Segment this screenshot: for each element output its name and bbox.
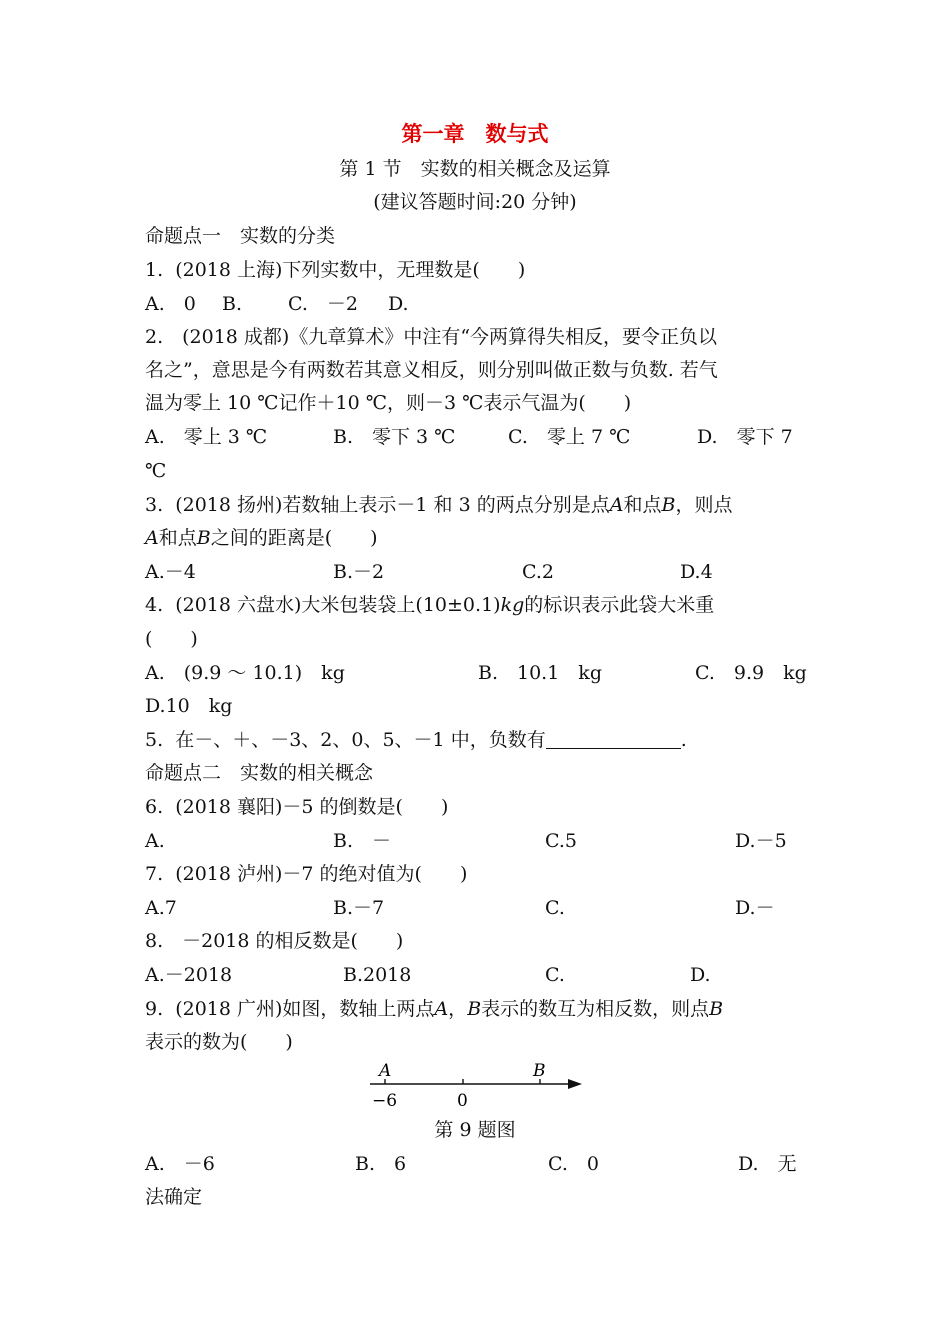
q2-stem-line1: 2. (2018 成都)《九章算术》中注有“今两算得失相反，要令正负以 — [145, 326, 718, 348]
number-line-arrow-icon — [568, 1079, 582, 1089]
q3-text-d: 和点 — [158, 527, 197, 549]
q4-option-c: C. 9.9 kg — [695, 662, 807, 684]
q3-text-a: 3. (2018 扬州)若数轴上表示－1 和 3 的两点分别是点 — [145, 494, 610, 516]
q2-stem-line3: 温为零上 10 ℃记作＋10 ℃，则－3 ℃表示气温为( ) — [145, 392, 632, 414]
suggested-time: (建议答题时间:20 分钟) — [373, 191, 577, 213]
q6-option-b: B. － — [333, 830, 392, 852]
q4-text-b: 的标识表示此袋大米重 — [524, 594, 715, 616]
q7-option-c: C. — [545, 897, 565, 919]
q3-point-b: B — [661, 494, 676, 516]
q1-option-d: D. — [388, 293, 409, 315]
q8-option-a: A.－2018 — [145, 964, 233, 986]
q4-stem-line1 — [145, 593, 714, 617]
q9-number-line-figure — [360, 1058, 590, 1114]
q2-option-d-wrap: ℃ — [145, 460, 167, 482]
q3-stem-line1 — [145, 493, 732, 517]
q3-point-b-2: B — [196, 527, 211, 549]
q3-text-b: 和点 — [623, 494, 662, 516]
q2-option-d: D. 零下 7 — [697, 426, 793, 448]
q8-option-d: D. — [690, 964, 711, 986]
q9-text-b: 表示的数互为相反数，则点 — [481, 998, 710, 1020]
q4-text-a: 4. (2018 六盘水)大米包装袋上(10±0.1) — [145, 594, 501, 616]
q7-option-a: A.7 — [145, 897, 177, 919]
q9-figure-caption: 第 9 题图 — [434, 1119, 516, 1141]
part1-heading: 命题点一 实数的分类 — [145, 225, 336, 247]
q9-point-a: A — [434, 998, 449, 1020]
q2-option-b: B. 零下 3 ℃ — [333, 426, 456, 448]
q3-option-a: A.－4 — [145, 561, 196, 583]
label-point-a: A — [379, 1061, 392, 1081]
q9-option-c: C. 0 — [548, 1153, 599, 1175]
chapter-title: 第一章 数与式 — [401, 121, 549, 146]
q9-point-b: B — [467, 998, 482, 1020]
q2-option-a: A. 零上 3 ℃ — [145, 426, 268, 448]
q4-unit: kg — [500, 594, 525, 616]
q6-option-d: D.－5 — [735, 830, 787, 852]
q4-option-a: A. (9.9 ～ 10.1) kg — [145, 662, 345, 684]
label-point-b: B — [533, 1061, 546, 1081]
q5-stem — [145, 728, 687, 752]
label-zero: 0 — [457, 1091, 468, 1111]
q3-option-b: B.－2 — [333, 561, 385, 583]
q1-option-a: A. 0 — [145, 293, 196, 315]
q9-option-d: D. 无 — [738, 1153, 797, 1175]
q7-option-d: D.－ — [735, 897, 775, 919]
q9-option-d-wrap: 法确定 — [145, 1186, 203, 1208]
q5-answer-blank — [546, 730, 681, 749]
q1-option-c: C. －2 — [288, 293, 358, 315]
q5-end: . — [680, 729, 687, 751]
q9-option-b: B. 6 — [355, 1153, 407, 1175]
label-neg-six: −6 — [372, 1091, 398, 1111]
q9-option-a: A. －6 — [145, 1153, 215, 1175]
q7-stem: 7. (2018 泸州)－7 的绝对值为( ) — [145, 863, 468, 885]
q4-option-d: D.10 kg — [145, 695, 233, 717]
q4-option-b: B. 10.1 kg — [478, 662, 602, 684]
q3-stem-line2 — [145, 526, 378, 550]
q1-stem: 1. (2018 上海)下列实数中，无理数是( ) — [145, 259, 526, 281]
q3-point-a-2: A — [145, 527, 159, 549]
q8-option-c: C. — [545, 964, 565, 986]
q8-option-b: B.2018 — [343, 964, 412, 986]
q6-stem: 6. (2018 襄阳)－5 的倒数是( ) — [145, 796, 449, 818]
q9-text-a: 9. (2018 广州)如图，数轴上两点 — [145, 998, 435, 1020]
q5-text: 5. 在－、＋、－3、2、0、5、－1 中，负数有 — [145, 729, 546, 751]
q9-stem-line1 — [145, 997, 723, 1021]
q3-text-c: ，则点 — [675, 494, 733, 516]
q4-stem-line2: ( ) — [145, 628, 198, 650]
q7-option-b: B.－7 — [333, 897, 385, 919]
section-title: 第 1 节 实数的相关概念及运算 — [339, 158, 611, 180]
q2-option-c: C. 零上 7 ℃ — [508, 426, 631, 448]
q3-option-c: C.2 — [522, 561, 554, 583]
q8-stem: 8. －2018 的相反数是( ) — [145, 930, 404, 952]
q2-stem-line2: 名之”，意思是今有两数若其意义相反，则分别叫做正数与负数. 若气 — [145, 359, 718, 381]
q3-point-a: A — [609, 494, 624, 516]
q6-option-c: C.5 — [545, 830, 577, 852]
q6-option-a: A. — [145, 830, 165, 852]
q9-stem-line2: 表示的数为( ) — [145, 1031, 293, 1053]
q3-text-e: 之间的距离是( ) — [210, 527, 378, 549]
q9-point-b-2: B — [709, 998, 724, 1020]
q9-sep: ， — [448, 998, 468, 1020]
q1-option-b: B. — [222, 293, 243, 315]
q3-option-d: D.4 — [680, 561, 713, 583]
part2-heading: 命题点二 实数的相关概念 — [145, 762, 374, 784]
